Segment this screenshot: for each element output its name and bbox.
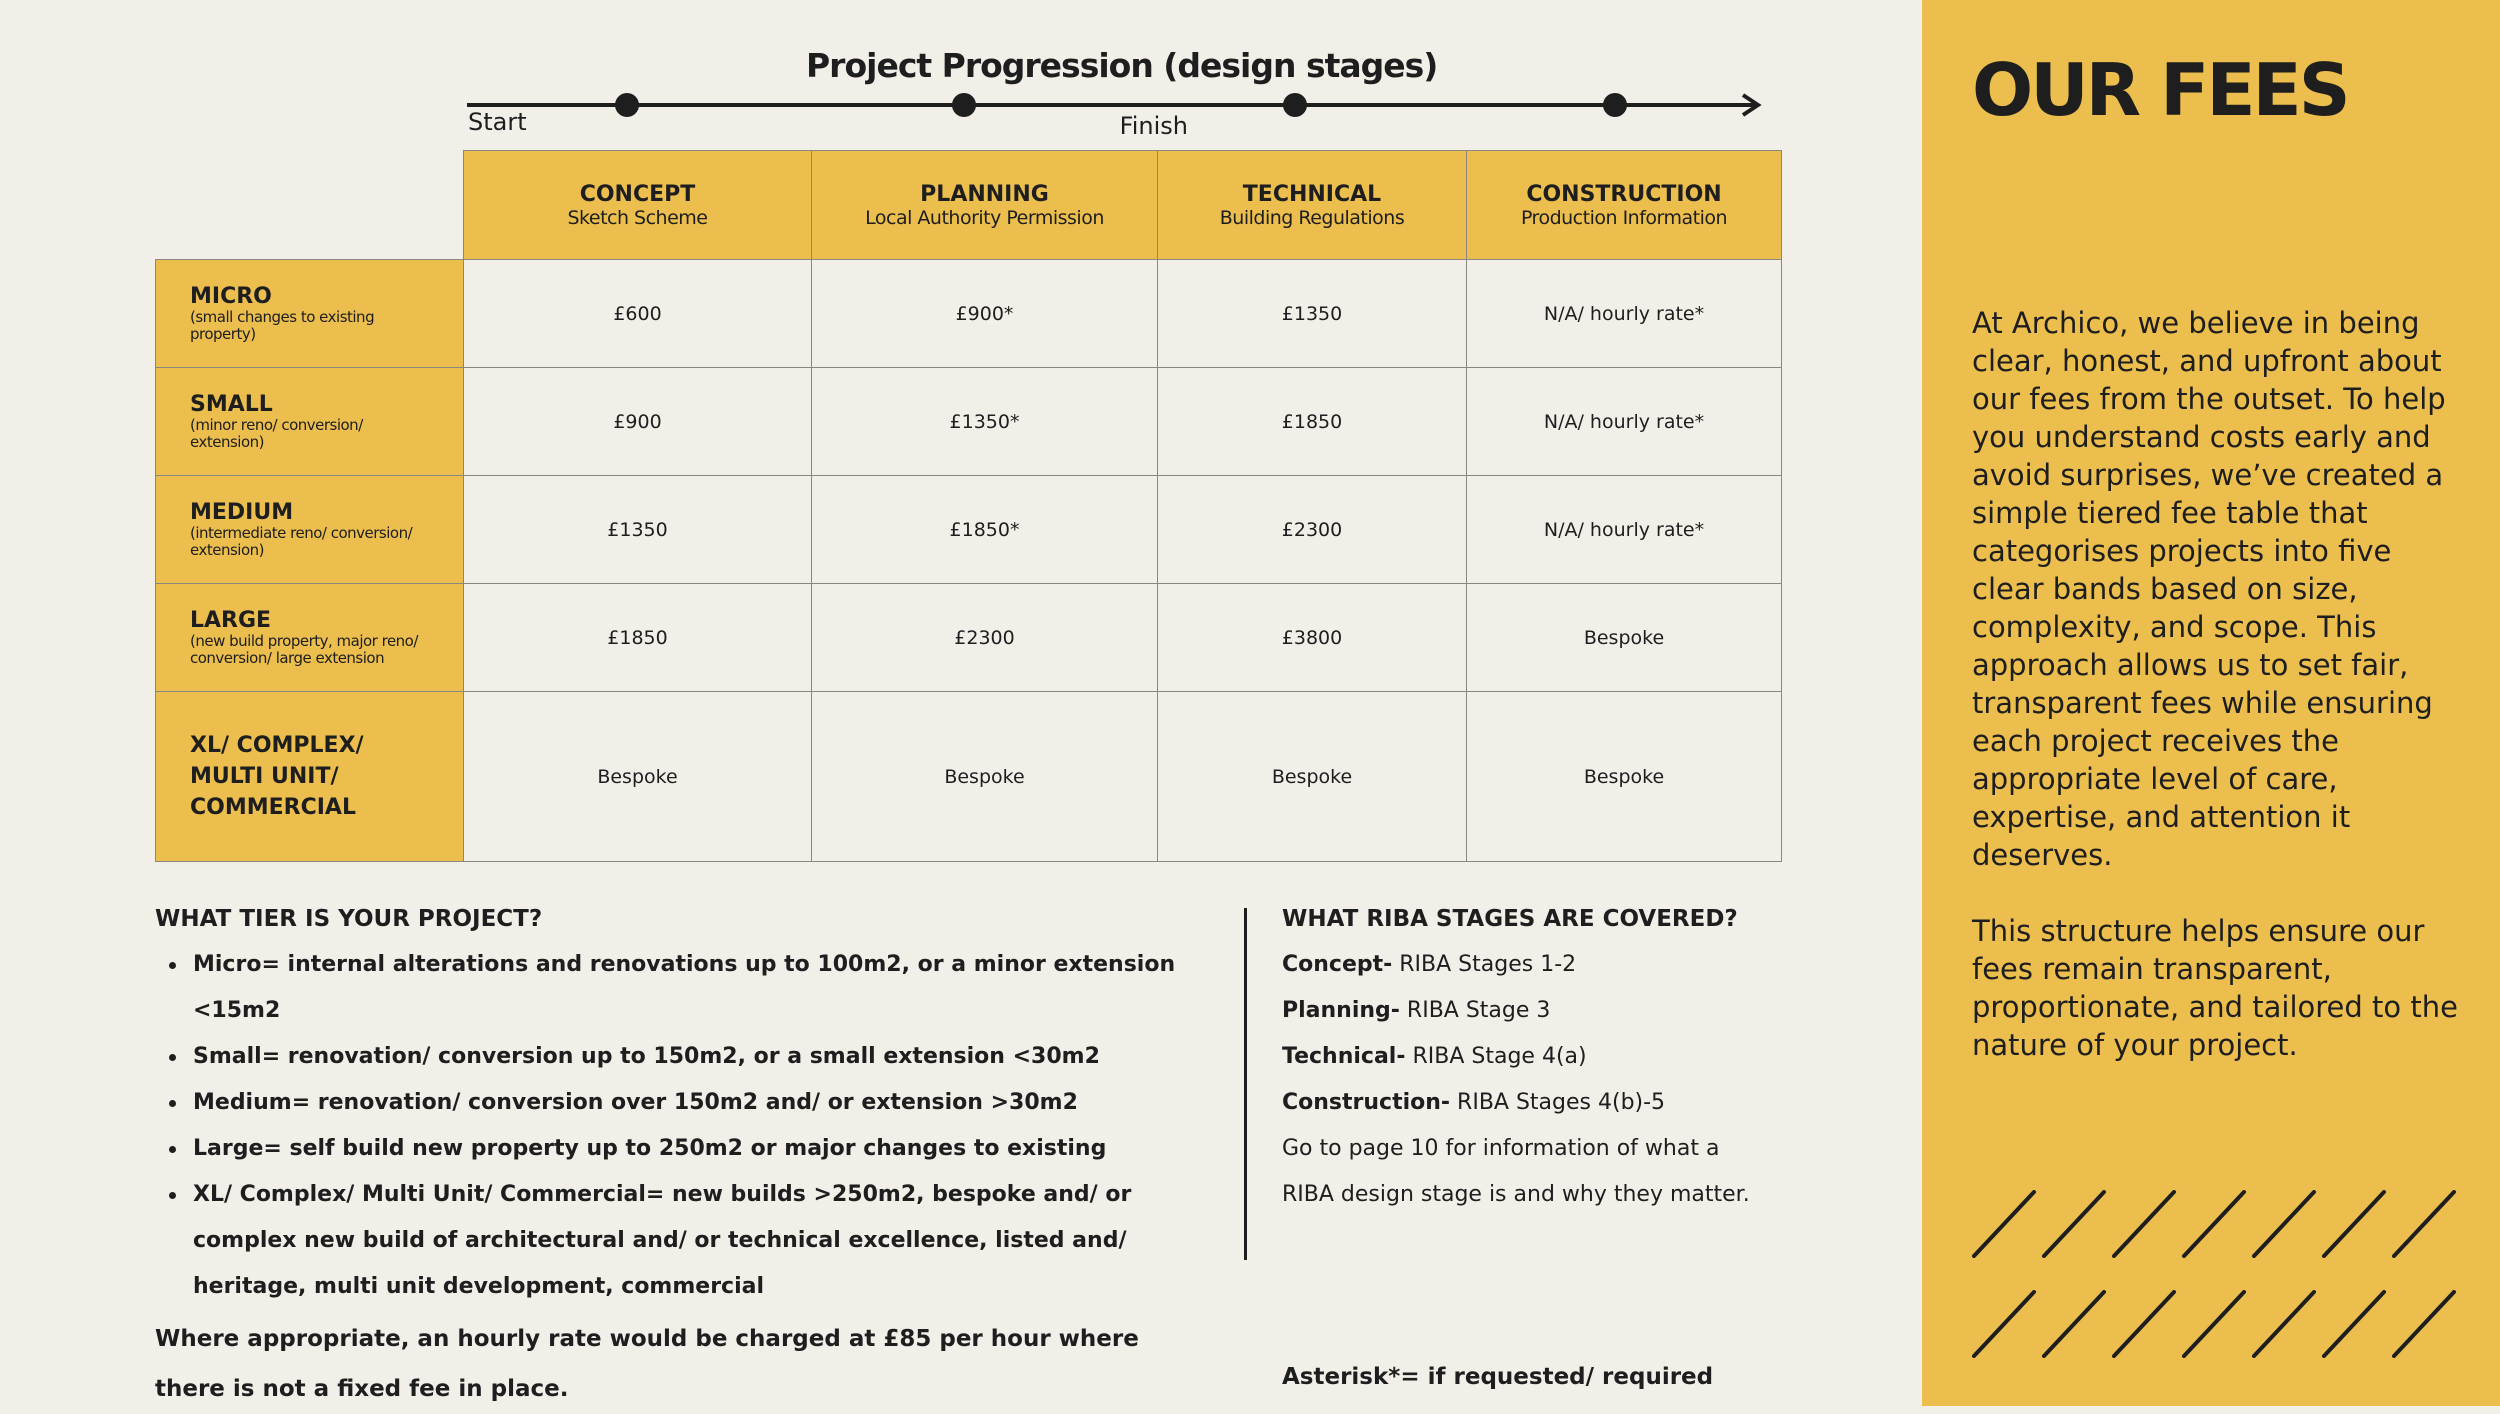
riba-section [1282,906,1882,1218]
list-item: Micro= internal alterations and renovations up to 100m2, or a minor extension <15m2 [155,942,1245,1034]
fee-cell: £2300 [812,584,1158,692]
stage-subtitle: Local Authority Permission [865,206,1104,229]
sidebar [1922,0,2500,1406]
table-row-micro [156,260,1782,368]
riba-line-planning [1282,988,1882,1034]
tier-label-xl [156,692,464,862]
tier-definition-list [155,942,1245,1310]
timeline-start-label: Start [468,108,527,136]
fee-cell: N/A/ hourly rate* [1467,476,1782,584]
tier-description: (intermediate reno/ conversion/ extension) [190,524,413,559]
riba-value: RIBA Stage 3 [1399,998,1551,1023]
sidebar-body [1972,304,2472,1102]
tier-name: LARGE [190,608,272,633]
tier-name: XL/ COMPLEX/ MULTI UNIT/ COMMERCIAL [190,733,364,820]
fee-cell: £600 [464,260,812,368]
asterisk-note: Asterisk*= if requested/ required [1282,1364,1714,1390]
fee-cell: £1850 [464,584,812,692]
stage-name: PLANNING [920,181,1049,207]
table-corner [156,151,464,260]
tier-label-micro [156,260,464,368]
riba-label: Concept- [1282,952,1393,977]
fee-cell: £900* [812,260,1158,368]
riba-label: Planning- [1282,998,1400,1023]
timeline-dot-technical [1283,93,1307,117]
list-item: Large= self build new property up to 250m2 or major changes to existing [155,1126,1245,1172]
decorative-slashes-top [1972,1190,2472,1258]
progression-timeline [465,90,1770,120]
tier-name: MICRO [190,284,272,309]
riba-value: RIBA Stages 1-2 [1392,952,1577,977]
fee-cell: Bespoke [464,692,812,862]
riba-line-construction [1282,1080,1882,1126]
stage-header-planning [812,151,1158,260]
fee-cell: £900 [464,368,812,476]
list-item: XL/ Complex/ Multi Unit/ Commercial= new builds >250m2, bespoke and/ or complex new build of architectural and/ or technical excellence, listed and/ heritage, multi unit development, commercial [155,1172,1193,1310]
tier-description: (new build property, major reno/ conversion/ large extension [190,632,418,667]
tier-description: (minor reno/ conversion/ extension) [190,416,363,451]
sidebar-title: OUR FEES [1972,48,2348,132]
riba-value: RIBA Stage 4(a) [1405,1044,1587,1069]
fee-cell: £1850* [812,476,1158,584]
progression-title: Project Progression (design stages) [806,46,1438,85]
fee-cell: £1350* [812,368,1158,476]
riba-line-concept [1282,942,1882,988]
riba-page-reference: Go to page 10 for information of what a RIBA design stage is and why they matter. [1282,1136,1750,1207]
stage-name: CONCEPT [579,181,696,207]
tier-name: SMALL [190,392,273,417]
stage-header-concept [464,151,812,260]
timeline-dot-planning [952,93,976,117]
fee-cell: Bespoke [812,692,1158,862]
riba-label: Construction- [1282,1090,1451,1115]
fee-cell: £1350 [464,476,812,584]
stage-subtitle: Building Regulations [1219,206,1405,229]
sidebar-paragraph: This structure helps ensure our fees remain transparent, proportionate, and tailored to the nature of your project. [1972,914,2458,1062]
fee-cell: Bespoke [1158,692,1467,862]
fee-cell: N/A/ hourly rate* [1467,260,1782,368]
stage-subtitle: Production Information [1520,206,1728,229]
tier-label-large [156,584,464,692]
fee-cell: £3800 [1158,584,1467,692]
timeline-finish-label: Finish [1119,112,1188,140]
tier-description: (small changes to existing property) [190,308,375,343]
timeline-dot-construction [1603,93,1627,117]
tier-name: MEDIUM [190,500,294,525]
stage-header-row [156,151,1782,260]
stage-header-construction [1467,151,1782,260]
riba-value: RIBA Stages 4(b)-5 [1450,1090,1666,1115]
table-row-xl [156,692,1782,862]
tier-section-heading: WHAT TIER IS YOUR PROJECT? [155,906,543,932]
list-item: Medium= renovation/ conversion over 150m2 and/ or extension >30m2 [155,1080,1245,1126]
list-item: Small= renovation/ conversion up to 150m2, or a small extension <30m2 [155,1034,1245,1080]
stage-header-technical [1158,151,1467,260]
timeline-dot-concept [615,93,639,117]
stage-name: TECHNICAL [1242,181,1382,207]
fee-cell: £2300 [1158,476,1467,584]
fee-cell: Bespoke [1467,584,1782,692]
fee-table [155,150,1782,862]
fee-cell: N/A/ hourly rate* [1467,368,1782,476]
stage-name: CONSTRUCTION [1526,181,1722,207]
riba-label: Technical- [1282,1044,1406,1069]
decorative-slashes-bottom [1972,1290,2472,1358]
riba-line-technical [1282,1034,1882,1080]
sidebar-paragraph: At Archico, we believe in being clear, honest, and upfront about our fees from the outset. To help you understand costs early and avoid surprises, we’ve created a simple tiered fee table that categorises projects into five clear bands based on size, complexity, and scope. This approach allows us to set fair, transparent fees while ensuring each project receives the appropriate level of care, expertise, and attention it deserves. [1972,306,2446,872]
stage-subtitle: Sketch Scheme [567,206,708,229]
tier-label-small [156,368,464,476]
fee-cell: £1350 [1158,260,1467,368]
table-row-small [156,368,1782,476]
riba-section-heading: WHAT RIBA STAGES ARE COVERED? [1282,906,1738,932]
fee-cell: £1850 [1158,368,1467,476]
fee-cell: Bespoke [1467,692,1782,862]
table-row-large [156,584,1782,692]
tier-section [155,906,1245,1414]
tier-label-medium [156,476,464,584]
hourly-rate-note: Where appropriate, an hourly rate would be charged at £85 per hour where there is not a fixed fee in place. [155,1326,1139,1402]
section-divider [1244,908,1247,1260]
table-row-medium [156,476,1782,584]
